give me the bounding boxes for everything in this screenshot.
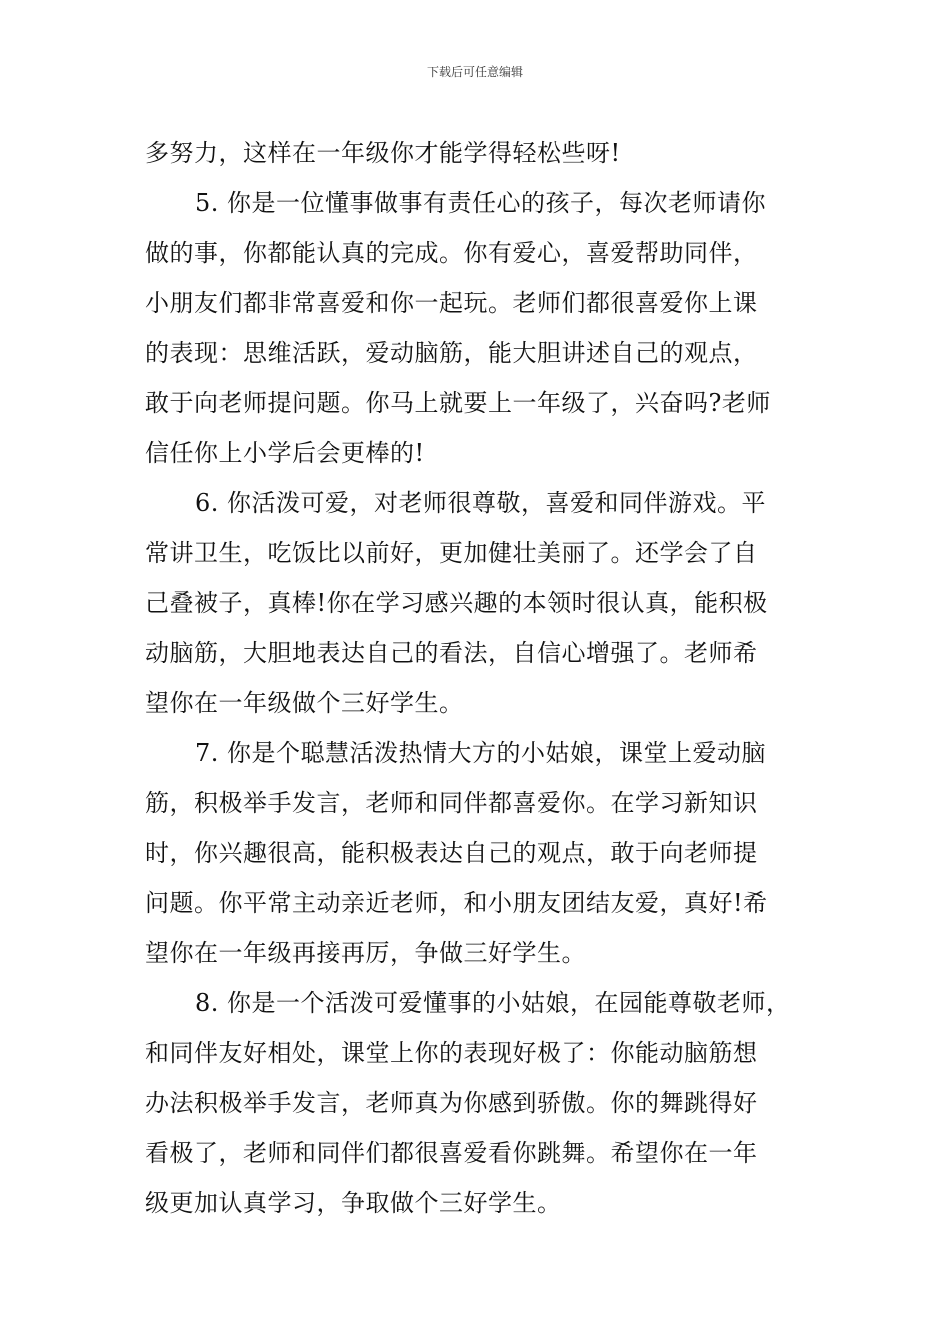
text-line: 信任你上小学后会更棒的! <box>145 439 425 467</box>
text-line: 办法积极举手发言，老师真为你感到骄傲。你的舞跳得好 <box>145 1089 758 1117</box>
text-line: 小朋友们都非常喜爱和你一起玩。老师们都很喜爱你上课 <box>145 289 758 317</box>
text-line: 的表现：思维活跃，爱动脑筋，能大胆讲述自己的观点， <box>145 339 758 367</box>
text-line: 筋，积极举手发言，老师和同伴都喜爱你。在学习新知识 <box>145 789 758 817</box>
paragraph-item-5 <box>145 178 825 478</box>
text-line: 望你在一年级再接再厉，争做三好学生。 <box>145 939 586 967</box>
text-line: 动脑筋，大胆地表达自己的看法，自信心增强了。老师希 <box>145 639 758 667</box>
text-line: 5. 你是一位懂事做事有责任心的孩子，每次老师请你 <box>195 189 767 217</box>
paragraph-item-7 <box>145 728 825 978</box>
text-line: 多努力，这样在一年级你才能学得轻松些呀! <box>145 139 621 167</box>
text-line: 敢于向老师提问题。你马上就要上一年级了，兴奋吗?老师 <box>145 389 771 417</box>
text-line: 8. 你是一个活泼可爱懂事的小姑娘，在园能尊敬老师， <box>195 989 791 1017</box>
text-line: 常讲卫生，吃饭比以前好，更加健壮美丽了。还学会了自 <box>145 539 758 567</box>
paragraph-item-6 <box>145 478 825 728</box>
text-line: 和同伴友好相处，课堂上你的表现好极了：你能动脑筋想 <box>145 1039 758 1067</box>
paragraph-continuation <box>145 128 825 178</box>
text-line: 时，你兴趣很高，能积极表达自己的观点，敢于向老师提 <box>145 839 758 867</box>
text-line: 7. 你是个聪慧活泼热情大方的小姑娘，课堂上爱动脑 <box>195 739 767 767</box>
text-line: 级更加认真学习，争取做个三好学生。 <box>145 1189 562 1217</box>
text-line: 6. 你活泼可爱，对老师很尊敬，喜爱和同伴游戏。平 <box>195 489 767 517</box>
paragraph-item-8 <box>145 978 825 1228</box>
text-line: 问题。你平常主动亲近老师，和小朋友团结友爱，真好!希 <box>145 889 768 917</box>
text-line: 看极了，老师和同伴们都很喜爱看你跳舞。希望你在一年 <box>145 1139 758 1167</box>
document-body <box>145 128 825 1228</box>
page-header-note: 下载后可任意编辑 <box>426 65 523 79</box>
text-line: 望你在一年级做个三好学生。 <box>145 689 464 717</box>
text-line: 己叠被子，真棒!你在学习感兴趣的本领时很认真，能积极 <box>145 589 768 617</box>
text-line: 做的事，你都能认真的完成。你有爱心，喜爱帮助同伴， <box>145 239 758 267</box>
